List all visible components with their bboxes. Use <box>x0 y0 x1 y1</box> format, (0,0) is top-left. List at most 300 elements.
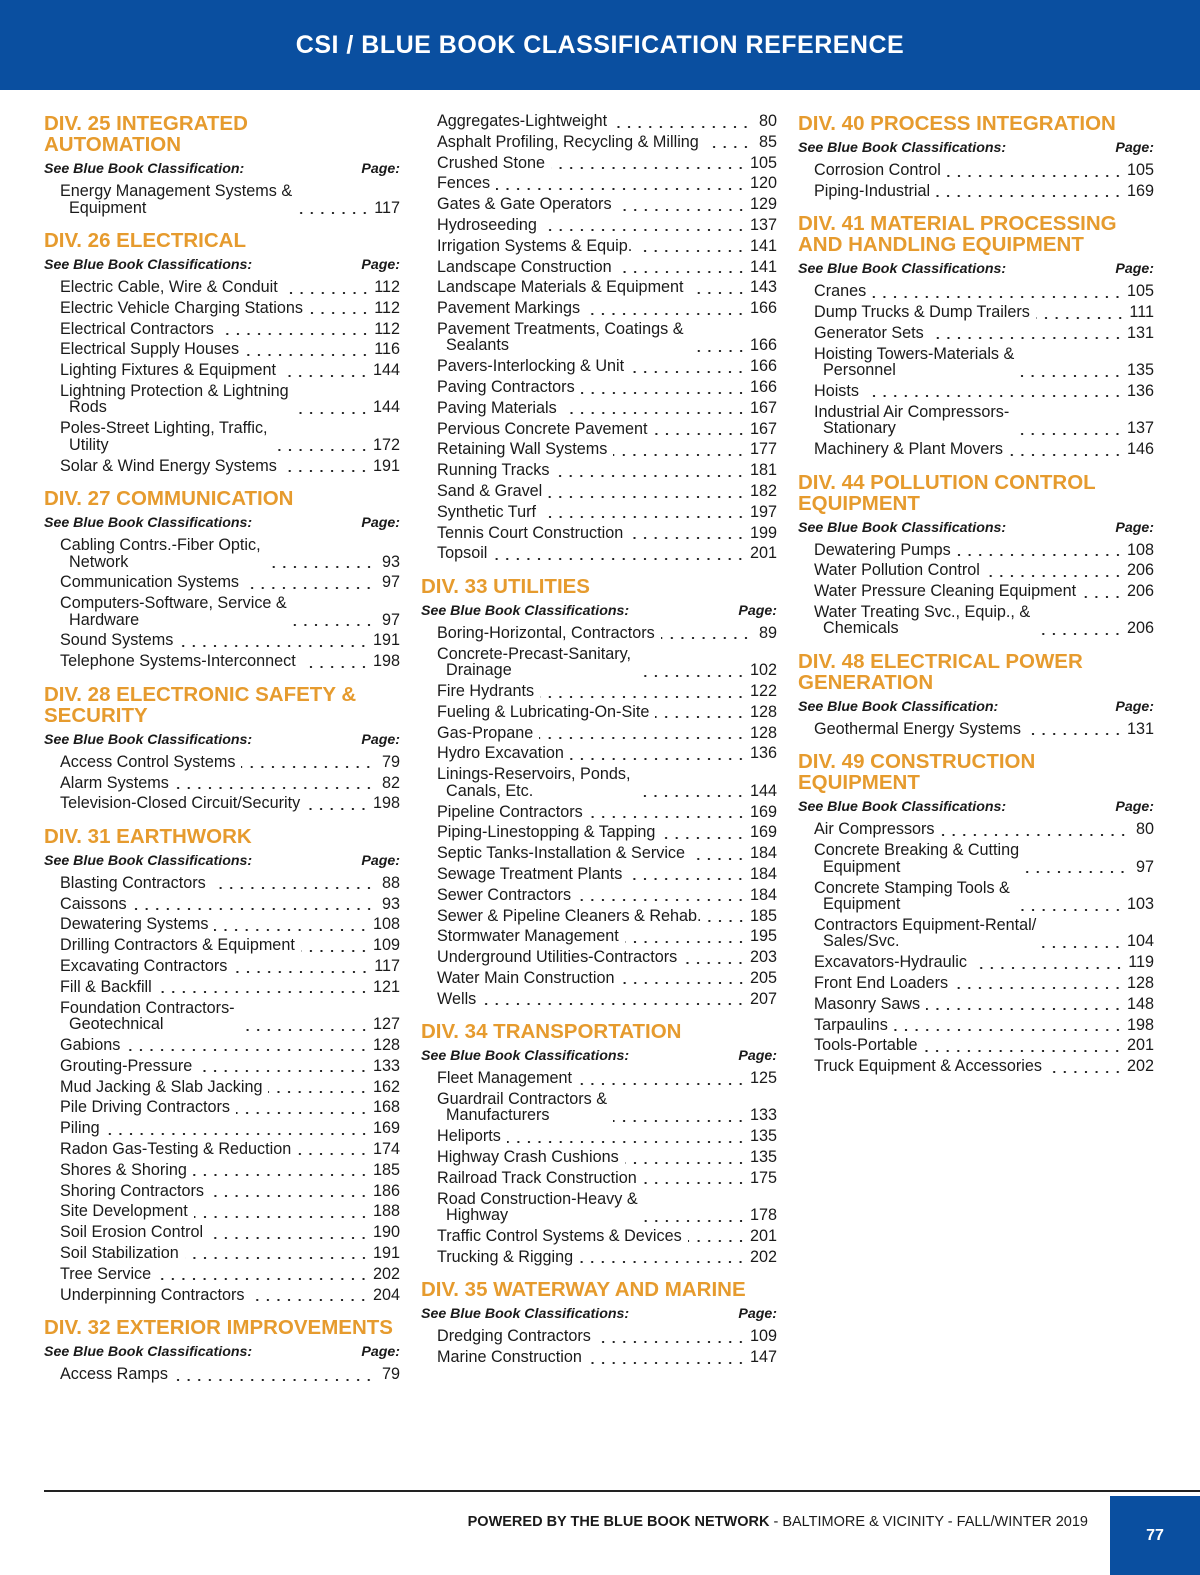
classification-name <box>60 896 127 913</box>
division-section <box>421 113 777 562</box>
list-item <box>437 1191 777 1224</box>
division-title-line: EQUIPMENT <box>798 491 920 515</box>
classification-name <box>60 632 173 649</box>
page-number-ref: 136 <box>1126 381 1154 400</box>
dot-leader <box>1009 454 1123 456</box>
classification-name-line: Alarm Systems <box>60 773 169 792</box>
classification-name-line: Truck Equipment & Accessories <box>814 1057 1042 1076</box>
classification-name <box>437 646 631 679</box>
list-item <box>60 653 400 670</box>
dot-leader <box>628 878 746 880</box>
classification-name-line: Personnel <box>823 361 896 380</box>
classification-name-line: Sewer & Pipeline Cleaners & Rehab. <box>437 906 702 925</box>
page-number-ref: 191 <box>372 1243 400 1262</box>
classification-name <box>60 183 292 216</box>
classification-name-line: Aggregates-Lightweight <box>437 112 608 130</box>
list-item <box>437 625 777 642</box>
page-number-ref: 105 <box>1126 161 1154 179</box>
list-item <box>437 887 777 904</box>
page-column-label: Page: <box>361 852 400 869</box>
list-item <box>437 824 777 841</box>
dot-leader <box>588 1362 746 1364</box>
list-item <box>437 704 777 721</box>
classification-name-line: Tools-Portable <box>814 1036 918 1055</box>
classification-name <box>60 958 227 975</box>
classification-name-line: Electrical Supply Houses <box>60 340 240 359</box>
list-item <box>60 1162 400 1179</box>
page-number-ref: 128 <box>749 702 777 721</box>
list-item <box>814 162 1154 179</box>
classification-name-line: Equipment <box>69 198 147 217</box>
division-title-line: DIV. 48 ELECTRICAL POWER <box>798 649 1083 673</box>
classification-name-line: Solar & Wind Energy Systems <box>60 456 277 475</box>
dot-leader <box>926 1008 1123 1010</box>
page-number-ref: 128 <box>372 1035 400 1054</box>
classification-name-line: Communication Systems <box>60 573 240 592</box>
page-number-ref: 133 <box>372 1056 400 1075</box>
classification-name <box>814 304 1030 321</box>
division-title <box>798 472 1154 514</box>
classification-name <box>60 1000 235 1033</box>
page-number-ref: 168 <box>372 1098 400 1117</box>
classification-name-line: Canals, Etc. <box>446 781 534 800</box>
page-number-ref: 120 <box>749 174 777 193</box>
classification-name <box>437 1349 582 1366</box>
list-item <box>60 632 400 649</box>
page-number-ref: 199 <box>749 523 777 542</box>
list-item <box>437 646 777 679</box>
classification-list <box>44 279 400 474</box>
page-number-ref: 135 <box>1126 361 1154 380</box>
classification-name-line: Gates & Gate Operators <box>437 195 612 214</box>
dot-leader <box>309 312 370 314</box>
classification-subhead <box>44 1344 400 1360</box>
classification-name <box>60 537 261 570</box>
header-banner <box>0 0 1200 90</box>
list-item <box>60 1037 400 1054</box>
classification-list <box>44 1366 400 1383</box>
page-number-ref: 135 <box>749 1148 777 1167</box>
classification-name-line: Water Pressure Cleaning Equipment <box>814 582 1077 601</box>
list-item <box>437 525 777 542</box>
classification-name-line: Hardware <box>69 610 140 629</box>
classification-name-line: Radon Gas-Testing & Reduction <box>60 1139 292 1158</box>
dot-leader <box>1048 1071 1123 1073</box>
dot-leader <box>548 496 746 498</box>
dot-leader <box>1015 433 1123 435</box>
classification-subhead <box>421 1048 777 1064</box>
subhead-label: See Blue Book Classifications: <box>421 602 630 619</box>
division-title-line: AUTOMATION <box>44 133 182 156</box>
division-title-line: DIV. 25 INTEGRATED <box>44 112 248 135</box>
division-section <box>44 826 400 1303</box>
classification-name-line: Foundation Contractors- <box>60 998 235 1017</box>
list-item <box>437 379 777 396</box>
division-title-line: DIV. 27 COMMUNICATION <box>44 487 294 511</box>
dot-leader <box>126 1049 369 1051</box>
dot-leader <box>236 1112 369 1114</box>
classification-name-line: Stationary <box>823 419 896 438</box>
dot-leader <box>683 962 746 964</box>
division-title-line: DIV. 34 TRANSPORTATION <box>421 1020 682 1044</box>
page-number-ref: 205 <box>749 968 777 987</box>
dot-leader <box>705 146 751 148</box>
classification-name-line: Contractors Equipment-Rental/ <box>814 915 1037 934</box>
classification-name-line: Television-Closed Circuit/Security <box>60 794 301 813</box>
page-column-label: Page: <box>738 602 777 619</box>
page-number-ref: 97 <box>381 610 400 629</box>
dot-leader <box>174 1379 374 1381</box>
classification-name-line: Utility <box>69 435 109 454</box>
page-number-ref: 201 <box>749 544 777 563</box>
classification-name <box>437 504 536 521</box>
list-item <box>60 1245 400 1262</box>
page-number-ref: 128 <box>749 723 777 742</box>
division-title <box>798 751 1154 793</box>
classification-list <box>798 542 1154 637</box>
list-item <box>60 979 400 996</box>
page-number-ref: 131 <box>1126 719 1154 738</box>
dot-leader <box>295 412 369 414</box>
dot-leader <box>618 271 746 273</box>
list-item <box>437 804 777 821</box>
page-number-ref: 169 <box>1126 181 1154 200</box>
dot-leader <box>1020 375 1123 377</box>
classification-name-line: Excavators-Hydraulic <box>814 953 967 972</box>
classification-name <box>437 279 684 296</box>
page-number-ref: 97 <box>381 573 400 592</box>
classification-name-line: Topsoil <box>437 544 488 563</box>
classification-name <box>60 383 289 416</box>
page-number-ref: 206 <box>1126 619 1154 638</box>
dot-leader <box>947 175 1123 177</box>
list-item <box>437 866 777 883</box>
list-item <box>814 842 1154 875</box>
dot-leader <box>690 292 746 294</box>
division-title-line: DIV. 32 EXTERIOR IMPROVEMENTS <box>44 1316 393 1339</box>
dot-leader <box>691 858 746 860</box>
division-title-line: DIV. 26 ELECTRICAL <box>44 229 247 252</box>
dot-leader <box>193 1174 369 1176</box>
classification-name-line: Piping-Industrial <box>814 181 931 200</box>
subhead-label: See Blue Book Classifications: <box>421 1306 630 1323</box>
list-item <box>437 1128 777 1145</box>
classification-name <box>814 562 980 579</box>
division-title <box>44 488 400 509</box>
classification-name-line: Machinery & Plant Movers <box>814 440 1003 459</box>
page-number-ref: 166 <box>749 357 777 376</box>
dot-leader <box>493 558 746 560</box>
classification-name <box>60 1037 120 1054</box>
page-number: 77 <box>1146 1526 1164 1544</box>
classification-name <box>437 525 623 542</box>
classification-name <box>814 542 951 559</box>
classification-name-line: Landscape Materials & Equipment <box>437 278 684 297</box>
page-number-ref: 175 <box>749 1168 777 1187</box>
page-number-ref: 177 <box>749 440 777 459</box>
classification-name-line: Boring-Horizontal, Contractors <box>437 623 655 642</box>
list-item <box>814 880 1154 913</box>
classification-name-line: Lighting Fixtures & Equipment <box>60 361 276 380</box>
classification-name-line: Underground Utilities-Contractors <box>437 948 678 967</box>
list-item <box>437 321 777 354</box>
page-number-ref: 184 <box>749 864 777 883</box>
dot-leader <box>250 1299 369 1301</box>
page-number-ref: 129 <box>749 195 777 214</box>
page-number-ref: 202 <box>1126 1057 1154 1076</box>
dot-leader <box>872 296 1123 298</box>
page-number-ref: 93 <box>381 894 400 913</box>
dot-leader <box>578 1083 746 1085</box>
list-item <box>814 917 1154 950</box>
classification-name-line: Network <box>69 552 129 571</box>
list-item <box>814 1017 1154 1034</box>
list-item <box>814 562 1154 579</box>
list-item <box>60 1079 400 1096</box>
page-column-label: Page: <box>361 257 400 273</box>
classification-name-line: Pervious Concrete Pavement <box>437 419 648 438</box>
classification-name <box>814 975 948 992</box>
dot-leader <box>613 126 751 128</box>
classification-name <box>60 362 276 379</box>
page-column-label: Page: <box>1115 140 1154 156</box>
classification-name-line: Sand & Gravel <box>437 482 543 501</box>
classification-name <box>814 842 1019 875</box>
page-number-ref: 80 <box>1135 820 1154 839</box>
page-number-ref: 190 <box>372 1223 400 1242</box>
classification-name <box>437 928 619 945</box>
page-number-ref: 195 <box>749 927 777 946</box>
dot-leader <box>306 808 369 810</box>
classification-name <box>60 1141 291 1158</box>
dot-leader <box>637 675 746 677</box>
division-section <box>44 684 400 812</box>
classification-name-line: Trucking & Rigging <box>437 1247 574 1266</box>
dot-leader <box>241 1029 369 1031</box>
classification-name <box>437 824 655 841</box>
list-item <box>437 725 777 742</box>
dot-leader <box>298 212 370 214</box>
dot-leader <box>629 537 746 539</box>
dot-leader <box>661 837 746 839</box>
dot-leader <box>1082 596 1123 598</box>
classification-name <box>60 595 287 628</box>
page-column-label: Page: <box>1115 799 1154 816</box>
column-3 <box>798 113 1154 1089</box>
classification-list <box>798 283 1154 457</box>
dot-leader <box>923 1050 1123 1052</box>
list-item <box>60 775 400 792</box>
list-item <box>60 1224 400 1241</box>
dot-leader <box>625 941 746 943</box>
page-column-label: Page: <box>361 1344 400 1360</box>
page-number-ref: 117 <box>374 198 400 217</box>
page-number-ref: 117 <box>374 957 400 976</box>
classification-name-line: Hoists <box>814 381 859 400</box>
page-number-ref: 207 <box>749 989 777 1008</box>
classification-name <box>437 545 487 562</box>
classification-name <box>814 283 866 300</box>
classification-list <box>421 625 777 1007</box>
page-number-ref: 109 <box>372 936 400 955</box>
classification-name-line: Guardrail Contractors & <box>437 1089 608 1108</box>
dot-leader <box>212 887 374 889</box>
dot-leader <box>1016 909 1123 911</box>
list-item <box>437 970 777 987</box>
list-item <box>437 845 777 862</box>
dot-leader <box>157 1278 369 1280</box>
classification-name <box>437 1128 501 1145</box>
page-number-ref: 112 <box>374 278 400 296</box>
page-number-ref: 148 <box>1126 994 1154 1013</box>
classification-name-line: Heliports <box>437 1127 501 1146</box>
dot-leader <box>158 991 369 993</box>
list-item <box>437 545 777 562</box>
page-number-ref: 111 <box>1129 303 1154 322</box>
page-number-ref: 127 <box>372 1015 400 1034</box>
classification-name-line: Fueling & Lubricating-On-Site <box>437 702 650 721</box>
page-number-ref: 167 <box>749 398 777 417</box>
page-number-ref: 85 <box>758 132 777 151</box>
list-item <box>437 155 777 172</box>
subhead-label: See Blue Book Classifications: <box>44 731 253 748</box>
page-number-ref: 128 <box>1126 973 1154 992</box>
classification-list <box>798 162 1154 199</box>
page-number-ref: 188 <box>372 1202 400 1221</box>
dot-leader <box>302 666 369 668</box>
page-number-box <box>1110 1496 1200 1575</box>
classification-name-line: Septic Tanks-Installation & Service <box>437 844 686 863</box>
dot-leader <box>194 1216 369 1218</box>
subhead-label: See Blue Book Classification: <box>798 698 999 715</box>
list-item <box>60 1058 400 1075</box>
classification-name <box>60 916 208 933</box>
classification-name <box>437 804 583 821</box>
classification-subhead <box>44 853 400 869</box>
list-item <box>437 504 777 521</box>
dot-leader <box>210 1195 369 1197</box>
classification-name-line: Tarpaulins <box>814 1015 888 1034</box>
classification-name <box>437 725 533 742</box>
list-item <box>437 238 777 255</box>
dot-leader <box>618 209 746 211</box>
classification-name-line: Grouting-Pressure <box>60 1056 193 1075</box>
division-section <box>421 1021 777 1265</box>
division-section <box>798 751 1154 1074</box>
dot-leader <box>954 987 1123 989</box>
list-item <box>814 1058 1154 1075</box>
page-column-label: Page: <box>1115 698 1154 715</box>
classification-name <box>60 1287 244 1304</box>
list-item <box>60 1120 400 1137</box>
list-item <box>437 1091 777 1124</box>
classification-name-line: Paving Materials <box>437 398 557 417</box>
list-item <box>437 683 777 700</box>
division-title-line: EQUIPMENT <box>798 771 920 795</box>
classification-name-line: Hoisting Towers-Materials & <box>814 344 1015 363</box>
dot-leader <box>625 1162 746 1164</box>
page-number-ref: 197 <box>749 502 777 521</box>
classification-name <box>60 1183 204 1200</box>
classification-name <box>437 134 699 151</box>
dot-leader <box>1025 871 1128 873</box>
list-item <box>437 196 777 213</box>
page-number-ref: 97 <box>1135 857 1154 876</box>
classification-name-line: Pipeline Contractors <box>437 802 583 821</box>
page-number-ref: 144 <box>749 781 777 800</box>
dot-leader <box>636 795 746 797</box>
page-number-ref: 191 <box>372 456 400 475</box>
classification-name-line: Underpinning Contractors <box>60 1285 245 1304</box>
page-number-ref: 198 <box>372 794 400 813</box>
classification-name-line: Cranes <box>814 282 867 301</box>
dot-leader <box>555 475 746 477</box>
list-item <box>60 875 400 892</box>
classification-name-line: Poles-Street Lighting, Traffic, <box>60 419 268 438</box>
list-item <box>437 1170 777 1187</box>
classification-name <box>437 1091 607 1124</box>
classification-name <box>60 653 296 670</box>
classification-subhead <box>44 257 400 273</box>
page-number-ref: 147 <box>749 1348 777 1367</box>
page-number-ref: 112 <box>374 319 400 338</box>
list-item <box>814 542 1154 559</box>
dot-leader <box>482 1003 746 1005</box>
list-item <box>437 358 777 375</box>
classification-name <box>60 420 268 453</box>
page-number-ref: 206 <box>1126 582 1154 601</box>
classification-name <box>437 441 607 458</box>
classification-name-line: Air Compressors <box>814 820 935 839</box>
column-2 <box>421 113 777 1380</box>
classification-name-line: Sewage Treatment Plants <box>437 864 623 883</box>
classification-subhead <box>44 161 400 177</box>
dot-leader <box>179 645 369 647</box>
dot-leader <box>655 716 746 718</box>
list-item <box>60 183 400 216</box>
classification-name-line: Stormwater Management <box>437 927 619 946</box>
list-item <box>60 537 400 570</box>
list-item <box>437 400 777 417</box>
classification-name-line: Cabling Contrs.-Fiber Optic, <box>60 536 261 555</box>
list-item <box>437 949 777 966</box>
page-number-ref: 109 <box>749 1327 777 1346</box>
list-item <box>814 383 1154 400</box>
classification-subhead <box>44 732 400 748</box>
classification-name <box>60 1266 151 1283</box>
dot-leader <box>214 929 369 931</box>
list-item <box>60 595 400 628</box>
dot-leader <box>496 188 746 190</box>
dot-leader <box>638 250 746 252</box>
classification-name-line: Road Construction-Heavy & <box>437 1189 638 1208</box>
dot-leader <box>245 354 370 356</box>
classification-name-line: Access Control Systems <box>60 752 236 771</box>
page-number-ref: 89 <box>758 623 777 642</box>
subhead-label: See Blue Book Classifications: <box>44 1344 253 1360</box>
classification-list <box>44 537 400 670</box>
page-number-ref: 146 <box>1126 440 1154 459</box>
classification-name-line: Gas-Propane <box>437 723 534 742</box>
division-title <box>798 213 1154 255</box>
dot-leader <box>198 1070 369 1072</box>
page-number-ref: 185 <box>749 906 777 925</box>
division-title-line: DIV. 35 WATERWAY AND MARINE <box>421 1278 746 1302</box>
classification-subhead <box>421 603 777 619</box>
classification-name-line: Dewatering Pumps <box>814 540 951 559</box>
classification-name <box>60 300 303 317</box>
subhead-label: See Blue Book Classifications: <box>44 515 253 532</box>
